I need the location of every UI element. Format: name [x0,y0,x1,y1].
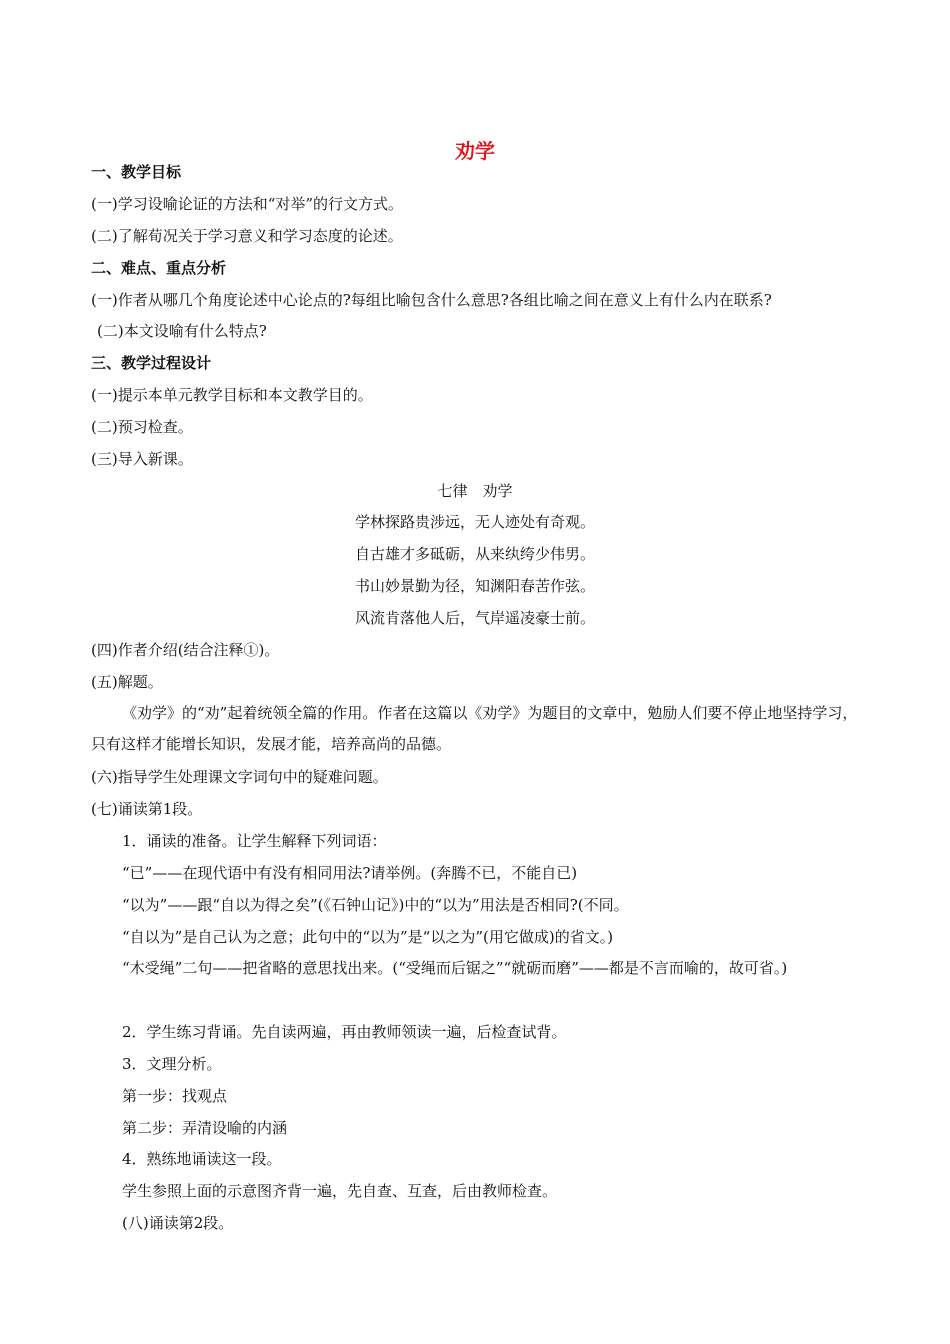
word-note-yiwei: “以为”——跟“自以为得之矣”(《石钟山记》)中的“以为”用法是否相同?(不同。 [122,896,629,914]
process-item-6: (六)指导学生处理课文字词句中的疑难问题。 [91,768,388,786]
section-heading-process: 三、教学过程设计 [91,354,212,372]
word-note-ziyiwei: “自以为”是自己认为之意；此句中的“以为”是“以之为”(用它做成)的省文。) [122,928,614,946]
poem-line-1: 学林探路贵涉远，无人迹处有奇观。 [354,513,595,531]
process-item-5: (五)解题。 [91,673,163,691]
step-7-2: 2．学生练习背诵。先自读两遍，再由教师领读一遍，后检查试背。 [122,1023,567,1041]
process-item-7: (七)诵读第1段。 [91,800,203,818]
section-heading-difficulties: 二、难点、重点分析 [91,259,227,277]
step-7-1: 1．诵读的准备。让学生解释下列词语： [122,832,387,850]
word-note-mushousheng: “木受绳”二句——把省略的意思找出来。(“受绳而后锯之”“就砺而磨”——都是不言而喻的，故可省。) [122,959,788,977]
poem-line-3: 书山妙景勤为径，知渊阳春苦作弦。 [354,577,595,595]
difficulty-item-2: (二)本文设喻有什么特点? [97,322,267,340]
process-item-2: (二)预习检查。 [91,418,193,436]
goal-item-2: (二)了解荀况关于学习意义和学习态度的论述。 [91,227,403,245]
goal-item-1: (一)学习设喻论证的方法和“对举”的行文方式。 [91,195,404,213]
step-7-3-a: 第一步：找观点 [122,1087,228,1105]
difficulty-item-1: (一)作者从哪几个角度论述中心论点的?每组比喻包含什么意思?各组比喻之间在意义上有什么内在联系? [91,291,772,309]
section-heading-goals: 一、教学目标 [91,163,182,181]
step-7-4-a: 学生参照上面的示意图齐背一遍，先自查、互查，后由教师检查。 [122,1182,558,1200]
step-7-3-b: 第二步：弄清设喻的内涵 [122,1119,288,1137]
step-7-3: 3．文理分析。 [122,1055,222,1073]
poem-line-4: 风流肯落他人后，气岸遥凌豪士前。 [354,609,595,627]
poem-title: 七律 劝学 [437,482,513,500]
process-item-8: (八)诵读第2段。 [122,1214,234,1232]
poem-line-2: 自古雄才多砥砺，从来纨绔少伟男。 [354,545,595,563]
word-note-yi: “已”——在现代语中有没有相同用法?请举例。(奔腾不已，不能自已) [122,864,578,882]
process-item-3: (三)导入新课。 [91,450,193,468]
process-item-1: (一)提示本单元教学目标和本文教学目的。 [91,386,373,404]
step-7-4: 4．熟练地诵读这一段。 [122,1150,282,1168]
document-title: 劝学 [455,139,495,163]
process-item-4: (四)作者介绍(结合注释①)。 [91,641,280,659]
title-explanation-paragraph: 《劝学》的“劝”起着统领全篇的作用。作者在这篇以《劝学》为题目的文章中，勉励人们要不停止地坚持学习，只有这样才能增长知识，发展才能，培养高尚的品德。 [91,704,858,753]
